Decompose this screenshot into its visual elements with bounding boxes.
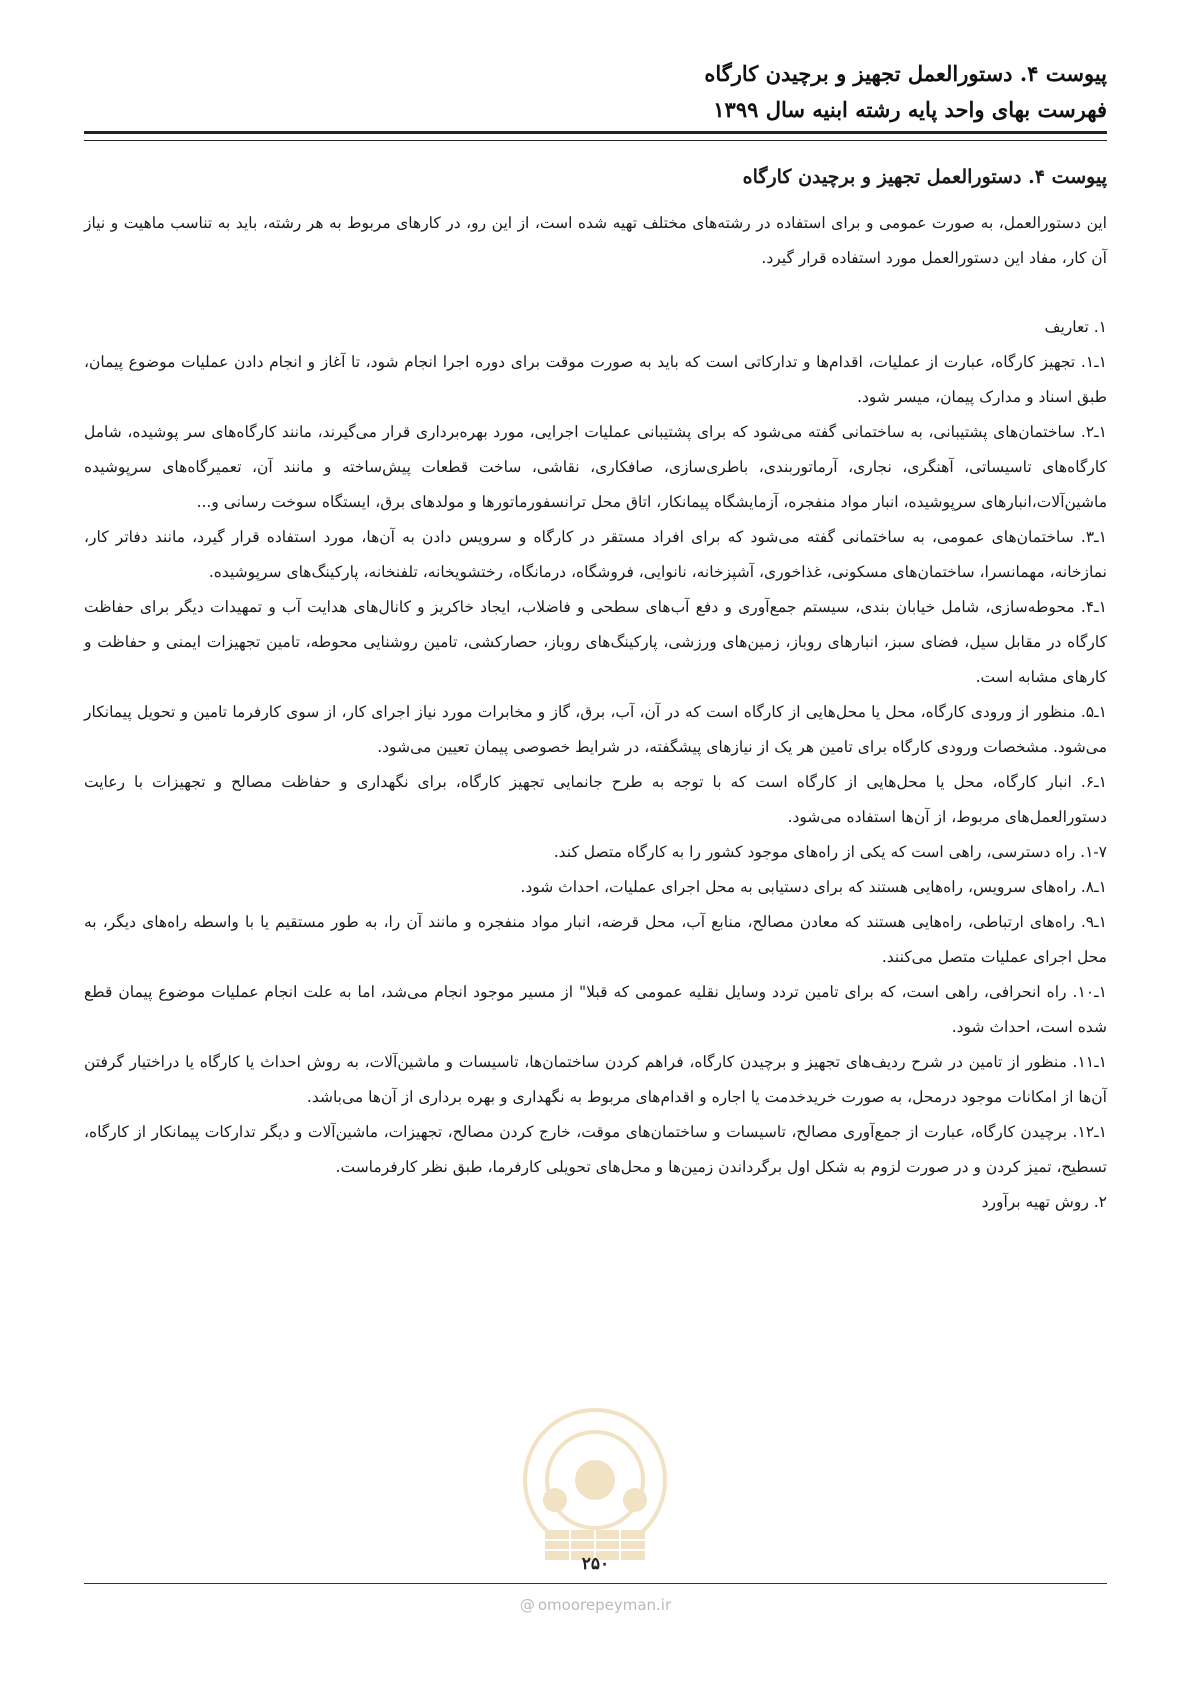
definition-item: ۱ـ۲. ساختمان‌های پشتیبانی، به ساختمانی گفته می‌شود که برای پشتیبانی عملیات اجرایی، مورد بهره‌برداری قرار می‌گیرند، مانند کارگاه‌های سر پوشیده، شامل کارگاه‌های تاسیساتی، آهنگری، نجاری، آرماتوربندی، باطری‌سازی، صافکاری، نقاشی، ساخت قطعات پیش‌ساخته و مانند آن، تعمیرگاه‌های سرپوشیده ماشین‌آلات،انبارهای سرپوشیده، انبار مواد منفجره، آزمایشگاه پیمانکار، اتاق محل ترانسفورماتورها و مولدهای برق، ایستگاه سوخت رسانی و... [84, 423, 1107, 511]
definition-item: ۱ـ۵. منظور از ورودی کارگاه، محل یا محل‌هایی از کارگاه است که در آن، آب، برق، گاز و مخابرات مورد نیاز اجرای کار، از سوی کارفرما تامین و تحویل پیمانکار می‌شود. مشخصات ورودی کارگاه برای تامین هر یک از نیازهای پیشگفته، در شرایط خصوصی پیمان تعیین می‌شود. [84, 703, 1107, 756]
header-divider [84, 131, 1107, 141]
header-subtitle: فهرست بهای واحد پایه رشته ابنیه سال ۱۳۹۹ [713, 97, 1107, 122]
section-title: پیوست ۴. دستورالعمل تجهیز و برچیدن کارگاه [742, 166, 1107, 188]
page-number: ۲۵۰ [581, 1554, 610, 1574]
site-credit [0, 1596, 1191, 1614]
at-icon: @ [519, 1596, 535, 1614]
definition-item: ۱-۷. راه دسترسی، راهی است که یکی از راه‌های موجود کشور را به کارگاه متصل کند. [553, 843, 1107, 861]
definition-item: ۱ـ۱۱. منظور از تامین در شرح ردیف‌های تجهیز و برچیدن کارگاه، فراهم کردن ساختمان‌ها، تاسیسات و ماشین‌آلات، به روش احداث یا کارگاه یا دراختیار گرفتن آن‌ها از امکانات موجود درمحل، به صورت خریدخدمت یا اجاره و اقدام‌های مربوط به نگهداری و بهره برداری از آن‌ها می‌باشد. [84, 1053, 1107, 1106]
definition-item: ۱ـ۹. راه‌های ارتباطی، راه‌هایی هستند که معادن مصالح، منابع آب، محل قرضه، انبار مواد منفجره و مانند آن را، به طور مستقیم یا با واسطه راه‌های دیگر، به محل اجرای عملیات متصل می‌کنند. [84, 913, 1107, 966]
definitions-heading: ۱. تعاریف [1044, 318, 1107, 336]
footer-divider [84, 1583, 1107, 1584]
definition-item: ۱ـ۱. تجهیز کارگاه، عبارت از عملیات، اقدام‌ها و تدارکاتی است که باید به صورت موقت برای دوره اجرا انجام شود، تا آغاز و انجام دادن عملیات موضوع پیمان، طبق اسناد و مدارک پیمان، میسر شود. [84, 353, 1107, 406]
estimate-method-heading: ۲. روش تهیه برآورد [981, 1193, 1107, 1211]
page-header [84, 56, 1107, 128]
definition-item: ۱ـ۱۰. راه انحرافی، راهی است، که برای تامین تردد وسایل نقلیه عمومی که قبلا" از مسیر موجود انجام می‌شد، اما به علت انجام عملیات موضوع پیمان قطع شده است، احداث شود. [84, 983, 1107, 1036]
intro-paragraph: این دستورالعمل، به صورت عمومی و برای استفاده در رشته‌های مختلف تهیه شده است، از این رو، در کارهای مربوط به هر رشته، باید به تناسب ماهیت و نیاز آن کار، مفاد این دستورالعمل مورد استفاده قرار گیرد. [84, 214, 1107, 267]
page-body [84, 160, 1107, 1220]
definition-item: ۱ـ۶. انبار کارگاه، محل یا محل‌هایی از کارگاه است که با توجه به طرح جانمایی تجهیز کارگاه، برای نگهداری و حفاظت مصالح و تجهیزات با رعایت دستورالعمل‌های مربوط، از آن‌ها استفاده می‌شود. [84, 773, 1107, 826]
header-title: پیوست ۴. دستورالعمل تجهیز و برچیدن کارگاه [704, 61, 1107, 86]
definition-item: ۱ـ۸. راه‌های سرویس، راه‌هایی هستند که برای دستیابی به محل اجرای عملیات، احداث شود. [520, 878, 1107, 896]
watermark-seal-logo [485, 1380, 705, 1580]
site-credit-text: omoorepeyman.ir [537, 1596, 672, 1614]
definition-item: ۱ـ۳. ساختمان‌های عمومی، به ساختمانی گفته می‌شود که برای افراد مستقر در کارگاه و سرویس دادن به آن‌ها، مورد استفاده قرار گیرد، مانند دفاتر کار، نمازخانه، مهمانسرا، ساختمان‌های مسکونی، غذاخوری، آشپزخانه، نانوایی، فروشگاه، درمانگاه، رختشویخانه، تلفنخانه، پارکینگ‌های سرپوشیده. [84, 528, 1107, 581]
definition-item: ۱ـ۱۲. برچیدن کارگاه، عبارت از جمع‌آوری مصالح، تاسیسات و ساختمان‌های موقت، خارج کردن مصالح، تجهیزات، ماشین‌آلات و دیگر تدارکات پیمانکار از کارگاه، تسطیح، تمیز کردن و در صورت لزوم به شکل اول برگرداندن زمین‌ها و محل‌های تحویلی کارفرما، طبق نظر کارفرماست. [84, 1123, 1107, 1176]
definition-item: ۱ـ۴. محوطه‌سازی، شامل خیابان بندی، سیستم جمع‌آوری و دفع آب‌های سطحی و فاضلاب، ایجاد خاکریز و کانال‌های هدایت آب و تمهیدات دیگر برای حفاظت کارگاه در مقابل سیل، فضای سبز، انبارهای روباز، زمین‌های ورزشی، پارکینگ‌های روباز، حصارکشی، تامین روشنایی محوطه، تامین تجهیزات ایمنی و حفاظت و کارهای مشابه است. [84, 598, 1107, 686]
